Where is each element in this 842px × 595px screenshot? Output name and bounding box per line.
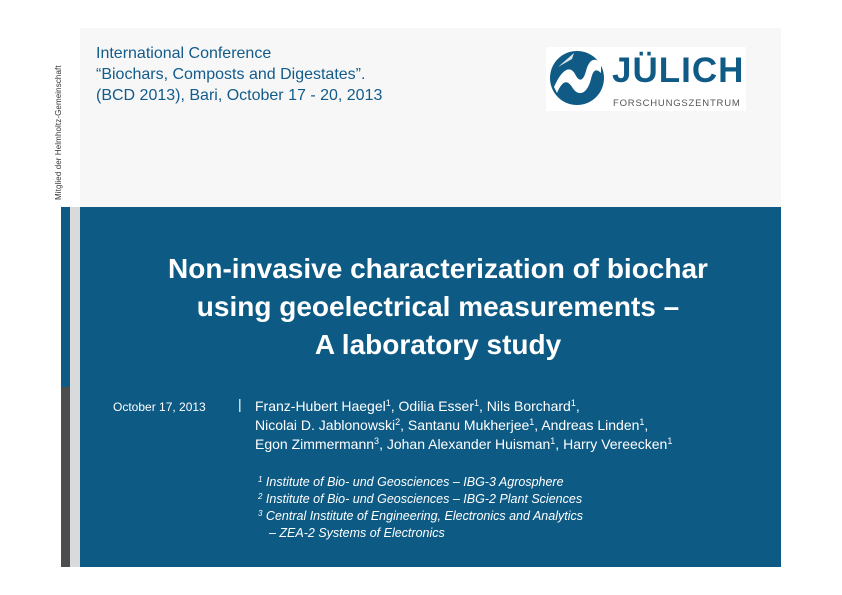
- author-affil-sup: 1: [529, 417, 535, 427]
- logo-subtitle: FORSCHUNGSZENTRUM: [613, 98, 741, 109]
- presentation-title: [80, 250, 796, 364]
- author-name: Nicolai D. Jablonowski: [255, 417, 396, 433]
- affiliation-line: [258, 474, 583, 491]
- author-sep: ,: [379, 436, 387, 452]
- title-line-1: Non-invasive characterization of biochar: [168, 253, 708, 284]
- author-sep: ,: [644, 417, 649, 433]
- affiliation-line: [258, 525, 583, 542]
- affiliation-text: – ZEA-2 Systems of Electronics: [269, 526, 445, 540]
- title-line-2: using geoelectrical measurements –: [196, 291, 680, 322]
- affiliation-sup: 3: [258, 509, 263, 518]
- affiliation-text: Institute of Bio- und Geosciences – IBG-2 Plant Sciences: [262, 492, 583, 506]
- author-sep: ,: [555, 436, 564, 452]
- author-affil-sup: 1: [667, 436, 673, 446]
- author-name: Johan Alexander Huisman: [386, 436, 551, 452]
- juelich-logo-mark-icon: [548, 49, 606, 107]
- author-name: Odilia Esser: [398, 398, 474, 414]
- affiliation-text: Institute of Bio- und Geosciences – IBG-3 Agrosphere: [262, 475, 564, 489]
- affiliation-sup: 1: [258, 475, 263, 484]
- affiliation-text: Central Institute of Engineering, Electronics and Analytics: [262, 509, 583, 523]
- affiliation-line: [258, 508, 583, 525]
- logo-wordmark: JÜLICH: [612, 51, 745, 90]
- conference-line-3: (BCD 2013), Bari, October 17 - 20, 2013: [96, 87, 383, 104]
- author-name: Nils Borchard: [486, 398, 571, 414]
- author-name: Egon Zimmermann: [255, 436, 375, 452]
- affiliation-sup: 2: [258, 492, 263, 501]
- presentation-date: October 17, 2013: [113, 400, 206, 414]
- author-affil-sup: 1: [385, 398, 391, 408]
- author-line: [255, 435, 672, 454]
- affiliation-line: [258, 491, 583, 508]
- separator: |: [238, 396, 242, 412]
- author-sep: ,: [400, 417, 408, 433]
- conference-line-1: International Conference: [96, 45, 272, 62]
- author-name: Santanu Mukherjee: [407, 417, 530, 433]
- author-line: [255, 416, 672, 435]
- author-list: [255, 397, 672, 454]
- title-line-3: A laboratory study: [314, 329, 562, 360]
- author-name: Franz-Hubert Haegel: [255, 398, 386, 414]
- left-stripe-bottom: [61, 387, 70, 567]
- author-sep: ,: [534, 417, 542, 433]
- author-sep: ,: [575, 398, 580, 414]
- author-sep: ,: [479, 398, 487, 414]
- author-sep: ,: [390, 398, 399, 414]
- author-affil-sup: 1: [639, 417, 645, 427]
- author-affil-sup: 1: [570, 398, 576, 408]
- author-affil-sup: 1: [474, 398, 480, 408]
- author-affil-sup: 2: [395, 417, 401, 427]
- author-affil-sup: 3: [374, 436, 380, 446]
- author-affil-sup: 1: [550, 436, 556, 446]
- author-name: Andreas Linden: [541, 417, 640, 433]
- left-stripe-light: [70, 207, 80, 567]
- left-stripe-top: [61, 207, 70, 387]
- conference-info: [96, 43, 382, 106]
- author-name: Harry Vereecken: [563, 436, 668, 452]
- conference-line-2: “Biochars, Composts and Digestates”.: [96, 66, 366, 83]
- juelich-logo: [546, 47, 746, 111]
- affiliations: [258, 474, 583, 542]
- author-line: [255, 397, 672, 416]
- side-label: Mitglied der Helmholtz-Gemeinschaft: [54, 65, 63, 200]
